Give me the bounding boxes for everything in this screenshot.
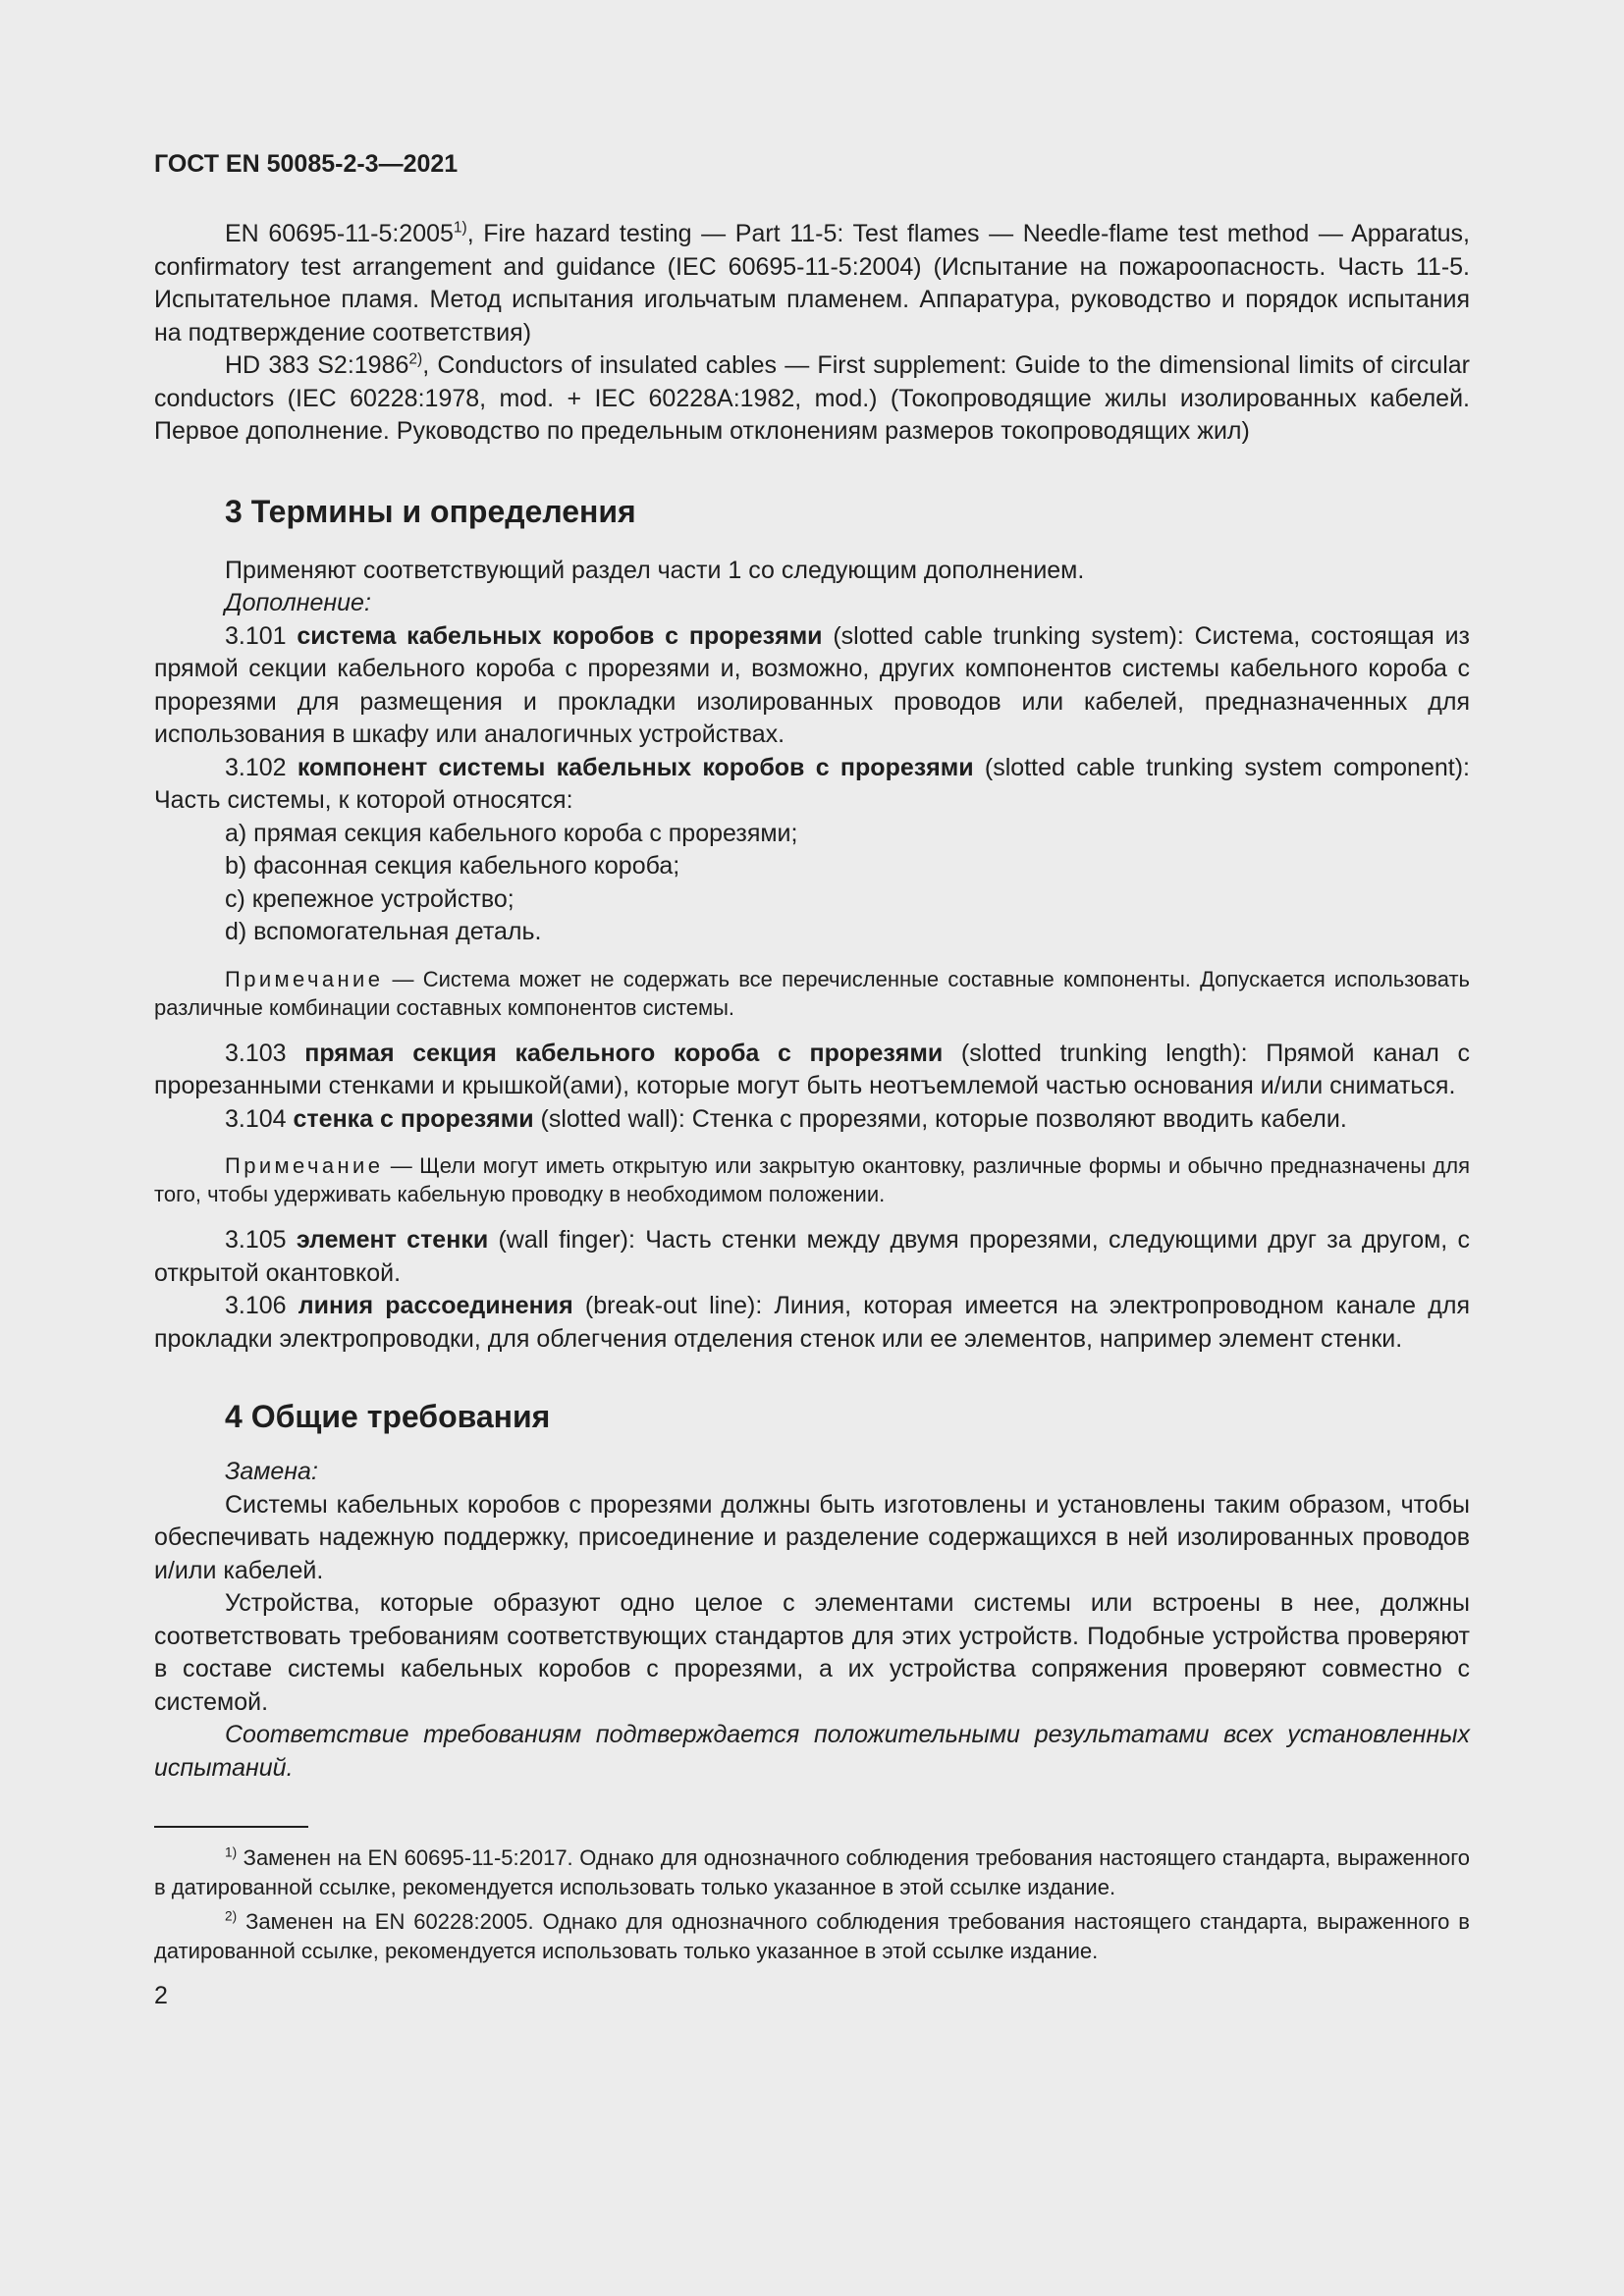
term-definition: (slotted cable trunking system): Система, состоящая из прямой секции кабельного короба с прорезями и, возможно, других компонентов системы кабельного короба с прорезями для размещения и прокладки изолированных проводов или кабелей, предназначенных для использования в шкафу или аналогичных устройствах. — [154, 621, 1470, 748]
term-number: 3.103 — [225, 1039, 305, 1067]
term-definition: (slotted trunking length): Прямой канал с прорезанными стенками и крышкой(ами), которые могут быть неотъемлемой частью основания и/или сниматься. — [154, 1039, 1470, 1099]
term-definition: (break-out line): Линия, которая имеется на электропроводном канале для прокладки электропроводки, для облегчения отделения стенок или ее элементов, например элемент стенки. — [154, 1292, 1470, 1353]
footnote-separator — [154, 1826, 308, 1828]
replacement-label: Замена: — [225, 1458, 318, 1485]
section-3-title: 3 Термины и определения — [225, 493, 636, 529]
note-text: — Система может не содержать все перечисленные составные компоненты. Допускается использовать различные комбинации составных компонентов системы. — [154, 966, 1470, 1020]
term-3-104 — [154, 1103, 1470, 1137]
section-4-paragraph-1: Системы кабельных коробов с прорезями должны быть изготовлены и установлены таким образом, чтобы обеспечивать надежную поддержку, присоединение и разделение содержащихся в ней изолированных проводов и/или кабелей. — [154, 1490, 1470, 1584]
term-name: стенка с прорезями — [293, 1104, 534, 1133]
term-3-101 — [154, 620, 1470, 752]
note-label: Примечание — [225, 966, 384, 991]
document-header: ГОСТ EN 50085-2-3—2021 — [154, 150, 459, 178]
list-item: b) фасонная секция кабельного короба; — [225, 852, 680, 880]
list-item: a) прямая секция кабельного короба с прорезями; — [225, 819, 798, 847]
reference-id: EN 60695-11-5:2005 — [225, 220, 454, 247]
section-4-paragraph-2: Устройства, которые образуют одно целое с элементами системы или встроены в нее, должны соответствовать требованиям соответствующих стандартов для этих устройств. Подобные устройства проверяют в составе системы кабельных коробов с прорезями, а их устройства сопряжения проверяют совместно с системой. — [154, 1589, 1470, 1716]
list-item: d) вспомогательная деталь. — [225, 918, 542, 945]
term-number: 3.104 — [225, 1104, 294, 1133]
term-number: 3.105 — [225, 1226, 297, 1254]
term-number: 3.102 — [225, 753, 298, 781]
term-name: система кабельных коробов с прорезями — [297, 621, 823, 650]
footnote-text: Заменен на EN 60228:2005. Однако для однозначного соблюдения требования настоящего стандарта, выраженного в датированной ссылке, рекомендуется использовать только указанное в этой ссылке издание. — [154, 1909, 1470, 1963]
term-3-102 — [154, 752, 1470, 818]
term-number: 3.106 — [225, 1292, 298, 1319]
term-number: 3.101 — [225, 621, 298, 650]
footnote-text: Заменен на EN 60695-11-5:2017. Однако для однозначного соблюдения требования настоящего стандарта, выраженного в датированной ссылке, рекомендуется использовать только указанное в этой ссылке издание. — [154, 1845, 1470, 1899]
term-3-105 — [154, 1224, 1470, 1290]
supplement-label: Дополнение: — [225, 589, 371, 616]
list-item: c) крепежное устройство; — [225, 884, 514, 913]
term-name: элемент стенки — [296, 1226, 489, 1254]
footnote-marker: 2) — [408, 350, 423, 368]
term-name: линия рассоединения — [298, 1292, 573, 1319]
footnote-1 — [154, 1843, 1470, 1901]
term-3-103 — [154, 1038, 1470, 1103]
reference-text: , Conductors of insulated cables — First supplement: Guide to the dimensional limits of circular conductors (IEC 60228:1978, mod. + IEC 60228A:1982, mod.) (Токопроводящие жилы изолированных кабелей. Первое дополнение. Руководство по предельным отклонениям размеров токопроводящих жил) — [154, 351, 1470, 445]
reference-hd-383 — [154, 349, 1470, 449]
term-definition: (slotted wall): Стенка с прорезями, которые позволяют вводить кабели. — [533, 1104, 1347, 1133]
note-2 — [154, 1151, 1470, 1208]
term-definition: (wall finger): Часть стенки между двумя прорезями, следующими друг за другом, с открытой окантовкой. — [154, 1226, 1471, 1287]
footnote-mark: 2) — [225, 1908, 238, 1924]
compliance-statement: Соответствие требованиям подтверждается положительными результатами всех установленных испытаний. — [154, 1721, 1470, 1782]
footnote-2 — [154, 1907, 1470, 1965]
footnote-mark: 1) — [225, 1844, 238, 1860]
reference-id: HD 383 S2:1986 — [225, 351, 409, 379]
footnote-marker: 1) — [453, 219, 467, 237]
term-3-106 — [154, 1290, 1470, 1356]
component-list — [154, 818, 1470, 949]
term-name: компонент системы кабельных коробов с прорезями — [297, 753, 974, 781]
term-name: прямая секция кабельного короба с прорезями — [304, 1039, 944, 1067]
note-1 — [154, 965, 1470, 1022]
term-definition: (slotted cable trunking system component): Часть системы, к которой относятся: — [154, 753, 1470, 814]
note-text: — Щели могут иметь открытую или закрытую окантовку, различные формы и обычно предназначены для того, чтобы удерживать кабельную проводку в необходимом положении. — [154, 1153, 1470, 1206]
page-number: 2 — [154, 1982, 168, 2009]
note-label: Примечание — [225, 1153, 384, 1178]
reference-text: , Fire hazard testing — Part 11-5: Test flames — Needle-flame test method — Apparatus, confirmatory test arrangement and guidance (IEC 60695-11-5:2004) (Испытание на пожароопасность. Часть 11-5. Испытательное пламя. Метод испытания игольчатым пламенем. Аппаратура, руководство и порядок испытания на подтверждение соответствия) — [154, 220, 1471, 347]
section-3-intro: Применяют соответствующий раздел части 1 со следующим дополнением. — [225, 556, 1085, 584]
reference-en-60695 — [154, 218, 1470, 349]
section-4-title: 4 Общие требования — [225, 1399, 551, 1434]
